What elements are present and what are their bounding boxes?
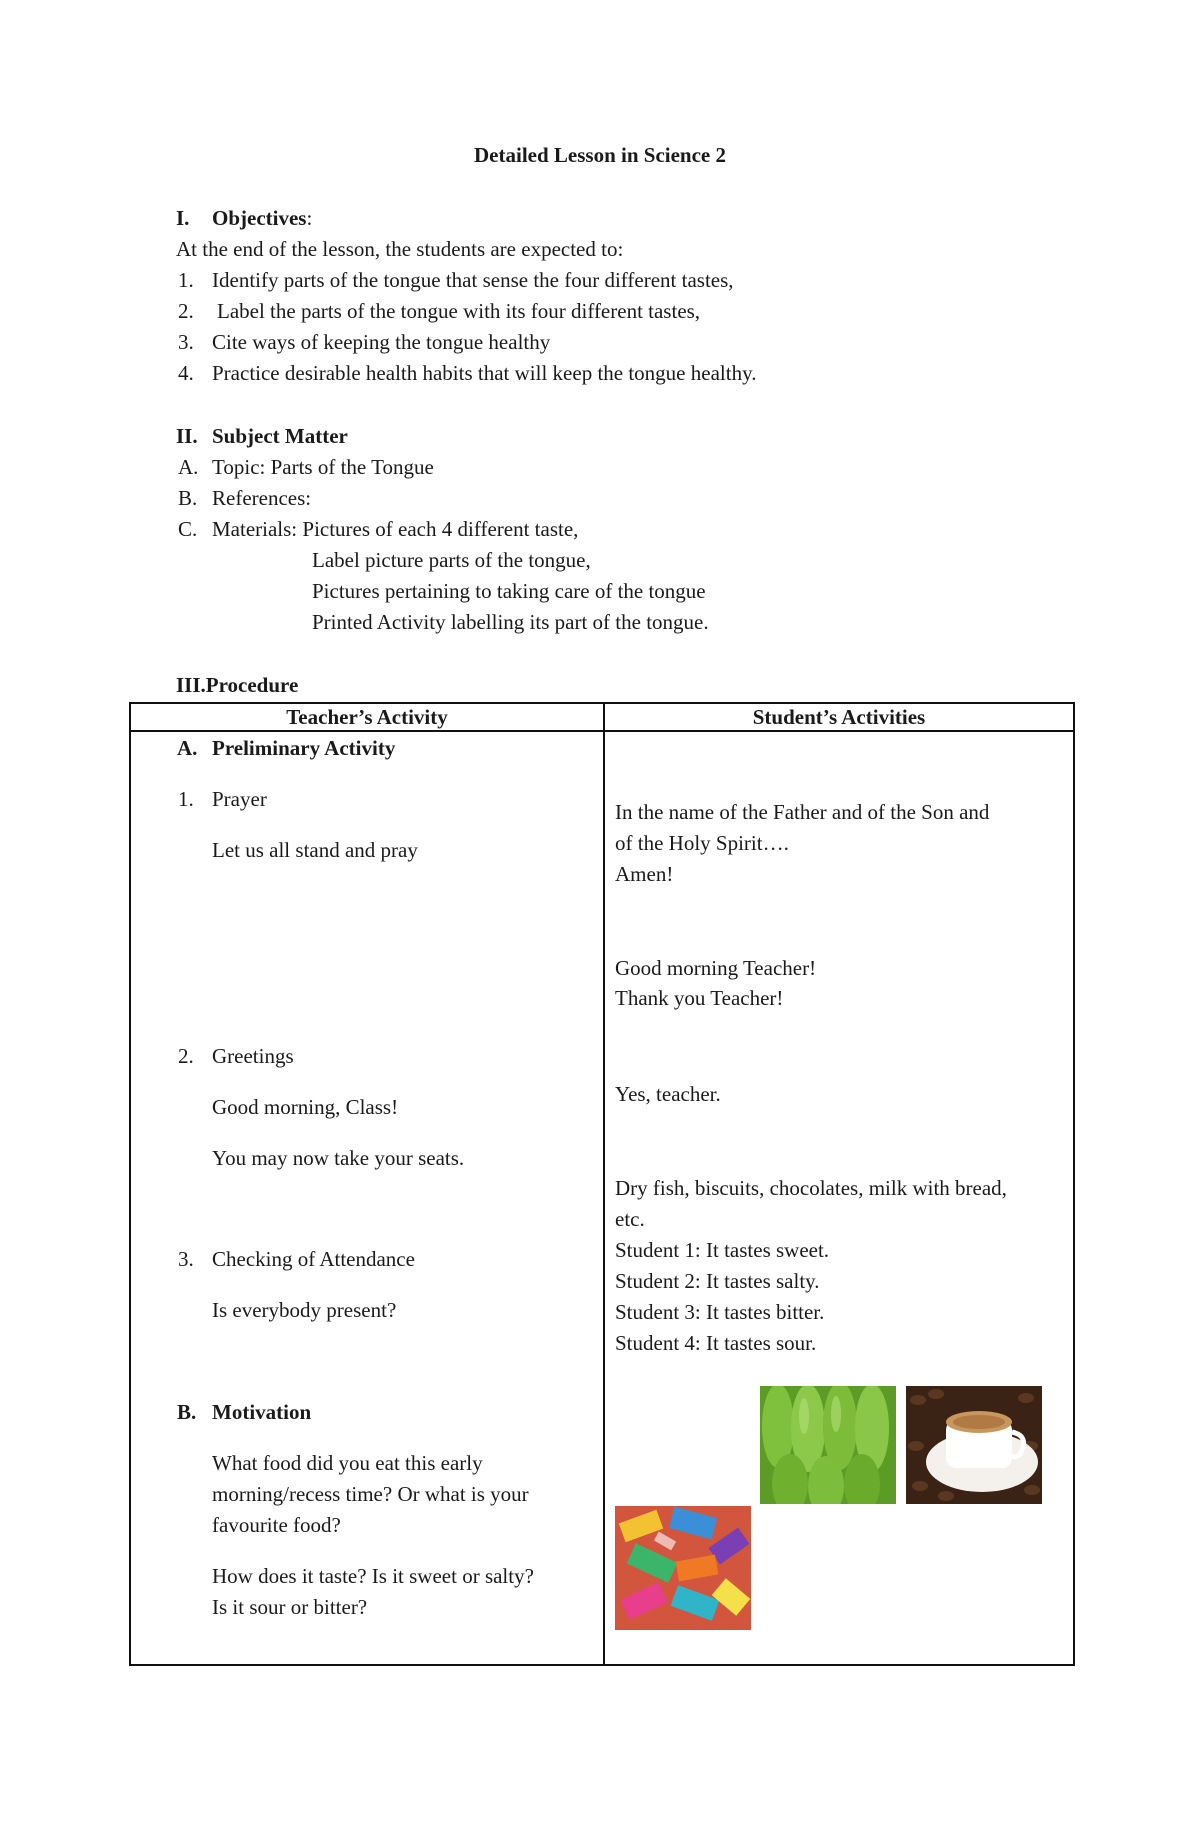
motivation-letter: B. xyxy=(177,1400,197,1424)
student-prayer-line: Amen! xyxy=(615,862,674,886)
prayer-label: Prayer xyxy=(212,787,267,811)
objective-number: 3. xyxy=(178,330,194,354)
subject-text: References: xyxy=(212,486,312,510)
student-taste-line: Student 4: It tastes sour. xyxy=(615,1331,817,1355)
student-prayer-line: In the name of the Father and of the Son and xyxy=(615,800,990,824)
table-header-row xyxy=(130,703,1074,731)
student-food-line: Dry fish, biscuits, chocolates, milk with bread, xyxy=(615,1176,1007,1200)
procedure-heading: III.Procedure xyxy=(176,673,299,697)
student-taste-line: Student 3: It tastes bitter. xyxy=(615,1300,825,1324)
objective-number: 2. xyxy=(178,299,194,323)
greetings-label: Greetings xyxy=(212,1044,294,1068)
table-row xyxy=(130,731,1074,1665)
motivation-question-line: Is it sour or bitter? xyxy=(212,1595,368,1619)
prayer-text: Let us all stand and pray xyxy=(212,838,418,862)
subject-text: Topic: Parts of the Tongue xyxy=(212,455,434,479)
objectives-intro: At the end of the lesson, the students are expected to: xyxy=(176,237,624,261)
motivation-question-line: morning/recess time? Or what is your xyxy=(212,1482,529,1506)
prelim-letter: A. xyxy=(177,736,198,760)
col-teacher-header: Teacher’s Activity xyxy=(130,703,604,731)
objectives-heading-text: Objectives xyxy=(212,206,307,230)
document-title: Detailed Lesson in Science 2 xyxy=(474,143,726,167)
motivation-question-line: favourite food? xyxy=(212,1513,341,1537)
objective-text: Practice desirable health habits that will keep the tongue healthy. xyxy=(212,361,757,385)
student-greeting-line: Good morning Teacher! xyxy=(615,956,817,980)
student-taste-line: Student 1: It tastes sweet. xyxy=(615,1238,830,1262)
greetings-text: Good morning, Class! xyxy=(212,1095,399,1119)
teacher-activity-cell xyxy=(130,731,604,1665)
prayer-number: 1. xyxy=(178,787,194,811)
objective-text: Cite ways of keeping the tongue healthy xyxy=(212,330,551,354)
objective-text: Identify parts of the tongue that sense the four different tastes, xyxy=(212,268,734,292)
student-activity-cell xyxy=(604,731,1074,1665)
objectives-number: I. xyxy=(176,206,190,230)
materials-line: Pictures pertaining to taking care of the tongue xyxy=(312,579,706,603)
student-yes: Yes, teacher. xyxy=(615,1082,721,1106)
attendance-text: Is everybody present? xyxy=(212,1298,397,1322)
candy-image xyxy=(615,1506,751,1630)
col-student-header: Student’s Activities xyxy=(604,703,1074,731)
subject-letter: C. xyxy=(178,517,198,541)
procedure-table xyxy=(129,702,1075,1666)
materials-line: Printed Activity labelling its part of the tongue. xyxy=(312,610,709,634)
subject-heading: Subject Matter xyxy=(212,424,348,448)
subject-letter: A. xyxy=(178,455,199,479)
student-taste-line: Student 2: It tastes salty. xyxy=(615,1269,820,1293)
greetings-number: 2. xyxy=(178,1044,194,1068)
subject-text: Materials: Pictures of each 4 different taste, xyxy=(212,517,579,541)
coffee-image xyxy=(906,1386,1042,1504)
objectives-heading xyxy=(212,208,312,229)
motivation-heading: Motivation xyxy=(212,1400,312,1424)
objectives-heading-colon: : xyxy=(306,206,313,230)
objective-number: 1. xyxy=(178,268,194,292)
motivation-question-line: How does it taste? Is it sweet or salty? xyxy=(212,1564,534,1588)
objective-text: Label the parts of the tongue with its four different tastes, xyxy=(217,299,701,323)
objective-number: 4. xyxy=(178,361,194,385)
motivation-question-line: What food did you eat this early xyxy=(212,1451,483,1475)
materials-line: Label picture parts of the tongue, xyxy=(312,548,591,572)
subject-number: II. xyxy=(176,424,198,448)
mango-image xyxy=(760,1386,896,1504)
attendance-label: Checking of Attendance xyxy=(212,1247,415,1271)
prelim-heading: Preliminary Activity xyxy=(212,736,396,760)
attendance-number: 3. xyxy=(178,1247,194,1271)
student-greeting-line: Thank you Teacher! xyxy=(615,986,784,1010)
student-food-line: etc. xyxy=(615,1207,645,1231)
subject-letter: B. xyxy=(178,486,198,510)
student-prayer-line: of the Holy Spirit…. xyxy=(615,831,789,855)
seats-text: You may now take your seats. xyxy=(212,1146,465,1170)
